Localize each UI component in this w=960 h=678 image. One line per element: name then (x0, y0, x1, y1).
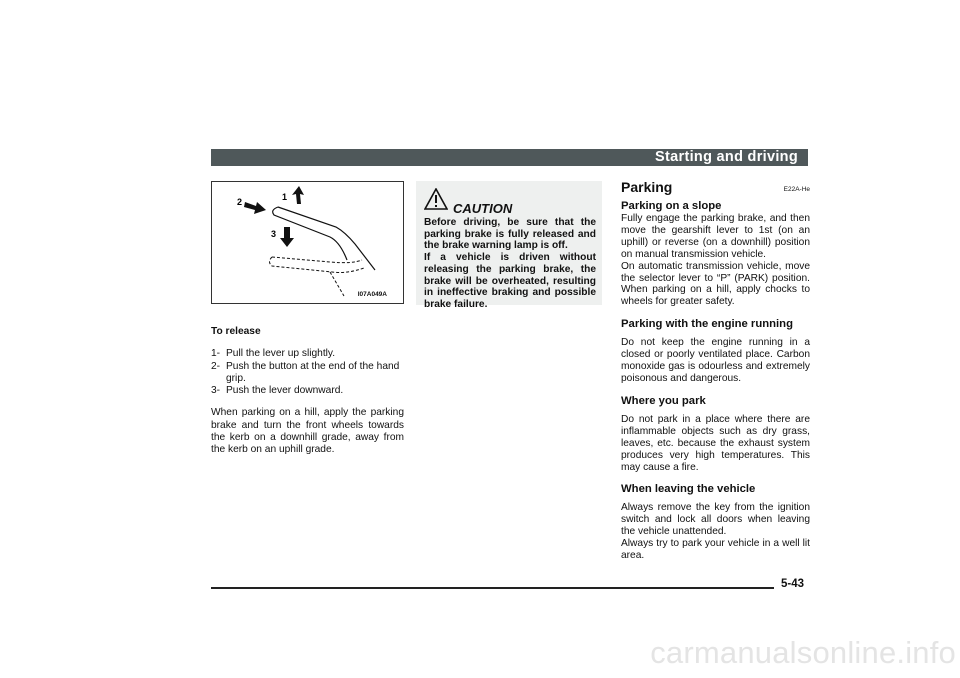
caution-paragraph: If a vehicle is driven without releasing the parking brake, the brake will be overheated, resulting in ineffective braking and possible brake failure. (424, 252, 596, 310)
arrow-label-2: 2 (237, 197, 243, 207)
section-heading: Where you park (621, 394, 706, 407)
section-paragraph: Always try to park your vehicle in a well lit area. (621, 538, 810, 562)
footer-rule (211, 587, 774, 589)
caution-paragraph: Before driving, be sure that the parking brake is fully released and the brake warning lamp is off. (424, 217, 596, 252)
parking-brake-lever-drawing (212, 182, 405, 305)
step-text: Pull the lever up slightly. (226, 348, 336, 360)
parking-section (621, 179, 810, 562)
arrow-label-3: 3 (271, 229, 277, 239)
section-heading: Parking on a slope (621, 200, 722, 212)
watermark-text: carmanualsonline.info (650, 635, 956, 670)
hill-parking-paragraph: When parking on a hill, apply the parking brake and turn the front wheels towards the kerb on a downhill grade, away from the kerb on an uphill grade. (211, 407, 404, 456)
section-header-bar (211, 149, 808, 166)
parking-title: Parking (621, 179, 673, 195)
caution-box (416, 181, 602, 310)
section-paragraph: Always remove the key from the ignition switch and lock all doors when leaving the vehicle unattended. (621, 502, 810, 538)
section-code: E22A-He (783, 186, 810, 193)
step-number: 3- (211, 385, 221, 397)
release-steps (211, 348, 404, 397)
step-text: Push the button at the end of the hand grip. (226, 360, 400, 384)
caution-title: CAUTION (453, 201, 513, 216)
arrow-label-1: 1 (282, 192, 288, 202)
section-title: Starting and driving (655, 149, 798, 165)
section-paragraph: On automatic transmission vehicle, move the selector lever to “P” (PARK) position. When parking on a hill, apply chocks to wheels for greater safety. (621, 260, 810, 308)
release-instructions (211, 326, 404, 457)
section-paragraph: Do not keep the engine running in a closed or poorly ventilated place. Carbon monoxide gas is odourless and extremely poisonous and dangerous. (621, 337, 810, 384)
section-heading: Parking with the engine running (621, 318, 793, 331)
page-number: 5-43 (781, 578, 805, 590)
parking-brake-illustration (211, 181, 404, 304)
step-number: 1- (211, 348, 221, 360)
step-number: 2- (211, 360, 221, 372)
section-paragraph: Fully engage the parking brake, and then move the gearshift lever to 1st (on an uphill) or reverse (on a downhill) position on manual transmission vehicle. (621, 213, 810, 260)
list-item (211, 348, 404, 360)
section-heading: When leaving the vehicle (621, 483, 756, 496)
list-item (211, 385, 404, 397)
list-item (211, 361, 404, 386)
figure-code: I07A049A (357, 291, 387, 298)
section-paragraph: Do not park in a place where there are inflammable objects such as dry grass, leaves, etc. because the exhaust system produces very high temperatures. This may cause a fire. (621, 413, 810, 473)
step-text: Push the lever downward. (226, 385, 344, 397)
warning-triangle-icon (424, 188, 448, 215)
release-title: To release (211, 326, 261, 337)
